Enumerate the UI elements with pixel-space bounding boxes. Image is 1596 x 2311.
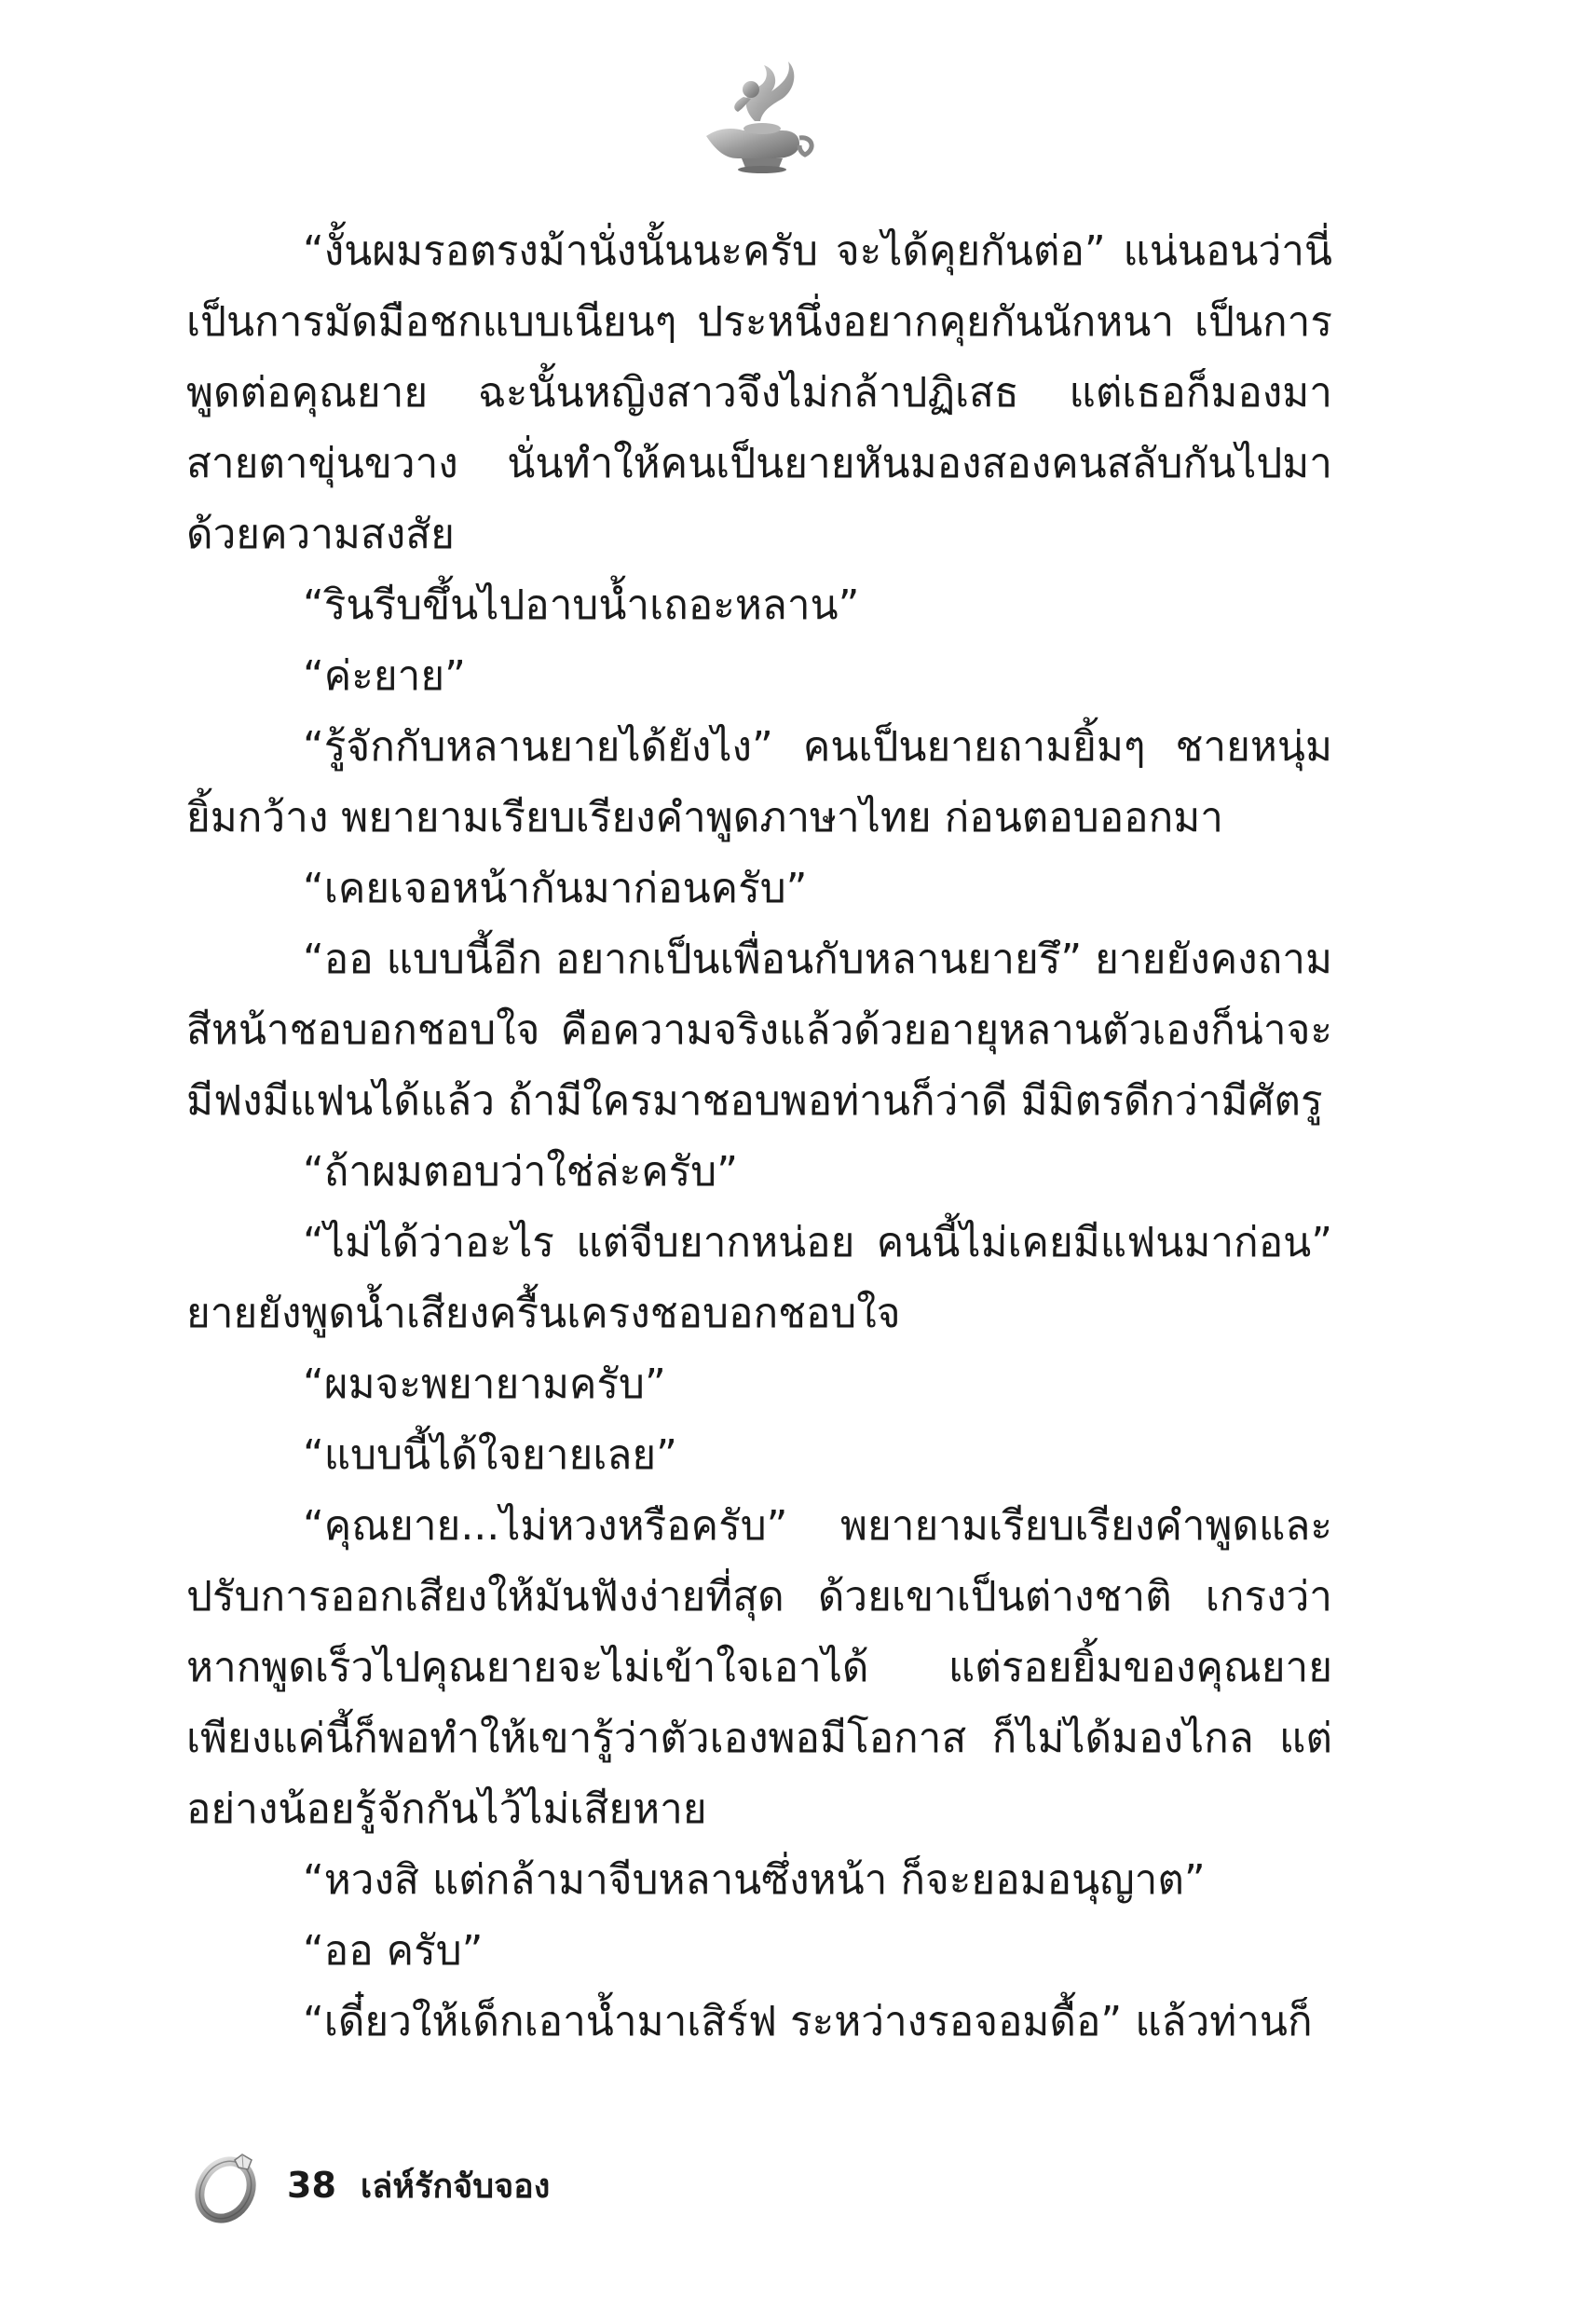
paragraph: “รู้จักกับหลานยายได้ยังไง” คนเป็นยายถามยิ้มๆ ชายหนุ่มยิ้มกว้าง พยายามเรียบเรียงคำพูดภาษาไทย ก่อนตอบออกมา	[186, 723, 1332, 841]
paragraph: “ผมจะพยายามครับ”	[303, 1361, 666, 1408]
page-footer	[186, 2143, 932, 2227]
paragraph: “คุณยาย...ไม่หวงหรือครับ” พยายามเรียบเรียงคำพูดและปรับการออกเสียงให้มันฟังง่ายที่สุด ด้วยเขาเป็นต่างชาติ เกรงว่าหากพูดเร็วไปคุณยายจะไม่เข้าใจเอาได้ แต่รอยยิ้มของคุณยาย เพียงแค่นี้ก็พอทำให้เขารู้ว่าตัวเองพอมีโอกาส ก็ไม่ได้มองไกล แต่อย่างน้อยรู้จักกันไว้ไม่เสียหาย	[186, 1502, 1332, 1833]
paragraph: “ออ แบบนี้อีก อยากเป็นเพื่อนกับหลานยายรึ” ยายยังคงถามสีหน้าชอบอกชอบใจ คือความจริงแล้วด้วยอายุหลานตัวเองก็น่าจะมีฟงมีแฟนได้แล้ว ถ้ามีใครมาชอบพอท่านก็ว่าดี มีมิตรดีกว่ามีศัตรู	[186, 936, 1332, 1125]
book-title: เล่ห์รักจับจอง	[360, 2167, 551, 2206]
body-text	[186, 216, 1332, 2058]
paragraph: “หวงสิ แต่กล้ามาจีบหลานซึ่งหน้า ก็จะยอมอนุญาต”	[303, 1856, 1206, 1904]
paragraph: “ค่ะยาย”	[303, 652, 466, 700]
paragraph: “รินรีบขึ้นไปอาบน้ำเถอะหลาน”	[303, 581, 860, 629]
paragraph: “ออ ครับ”	[303, 1927, 484, 1975]
paragraph: “งั้นผมรอตรงม้านั่งนั้นนะครับ จะได้คุยกันต่อ” แน่นอนว่านี่เป็นการมัดมือชกแบบเนียนๆ ประหนึ่งอยากคุยกันนักหนา เป็นการพูดต่อคุณยาย ฉะนั้นหญิงสาวจึงไม่กล้าปฏิเสธ แต่เธอก็มองมาสายตาขุ่นขวาง นั่นทำให้คนเป็นยายหันมองสองคนสลับกันไปมาด้วยความสงสัย	[186, 227, 1332, 558]
genie-lamp-icon	[689, 56, 820, 177]
paragraph: “แบบนี้ได้ใจยายเลย”	[303, 1431, 677, 1479]
paragraph: “เดี๋ยวให้เด็กเอาน้ำมาเสิร์ฟ ระหว่างรอจอมดื้อ” แล้วท่านก็	[303, 1998, 1313, 2045]
page-number: 38	[287, 2165, 336, 2206]
paragraph: “ถ้าผมตอบว่าใช่ล่ะครับ”	[303, 1148, 739, 1196]
paragraph: “เคยเจอหน้ากันมาก่อนครับ”	[303, 865, 808, 912]
diamond-ring-icon	[186, 2143, 270, 2227]
paragraph: “ไม่ได้ว่าอะไร แต่จีบยากหน่อย คนนี้ไม่เคยมีแฟนมาก่อน” ยายยังพูดน้ำเสียงครื้นเครงชอบอกชอบใจ	[186, 1219, 1332, 1337]
